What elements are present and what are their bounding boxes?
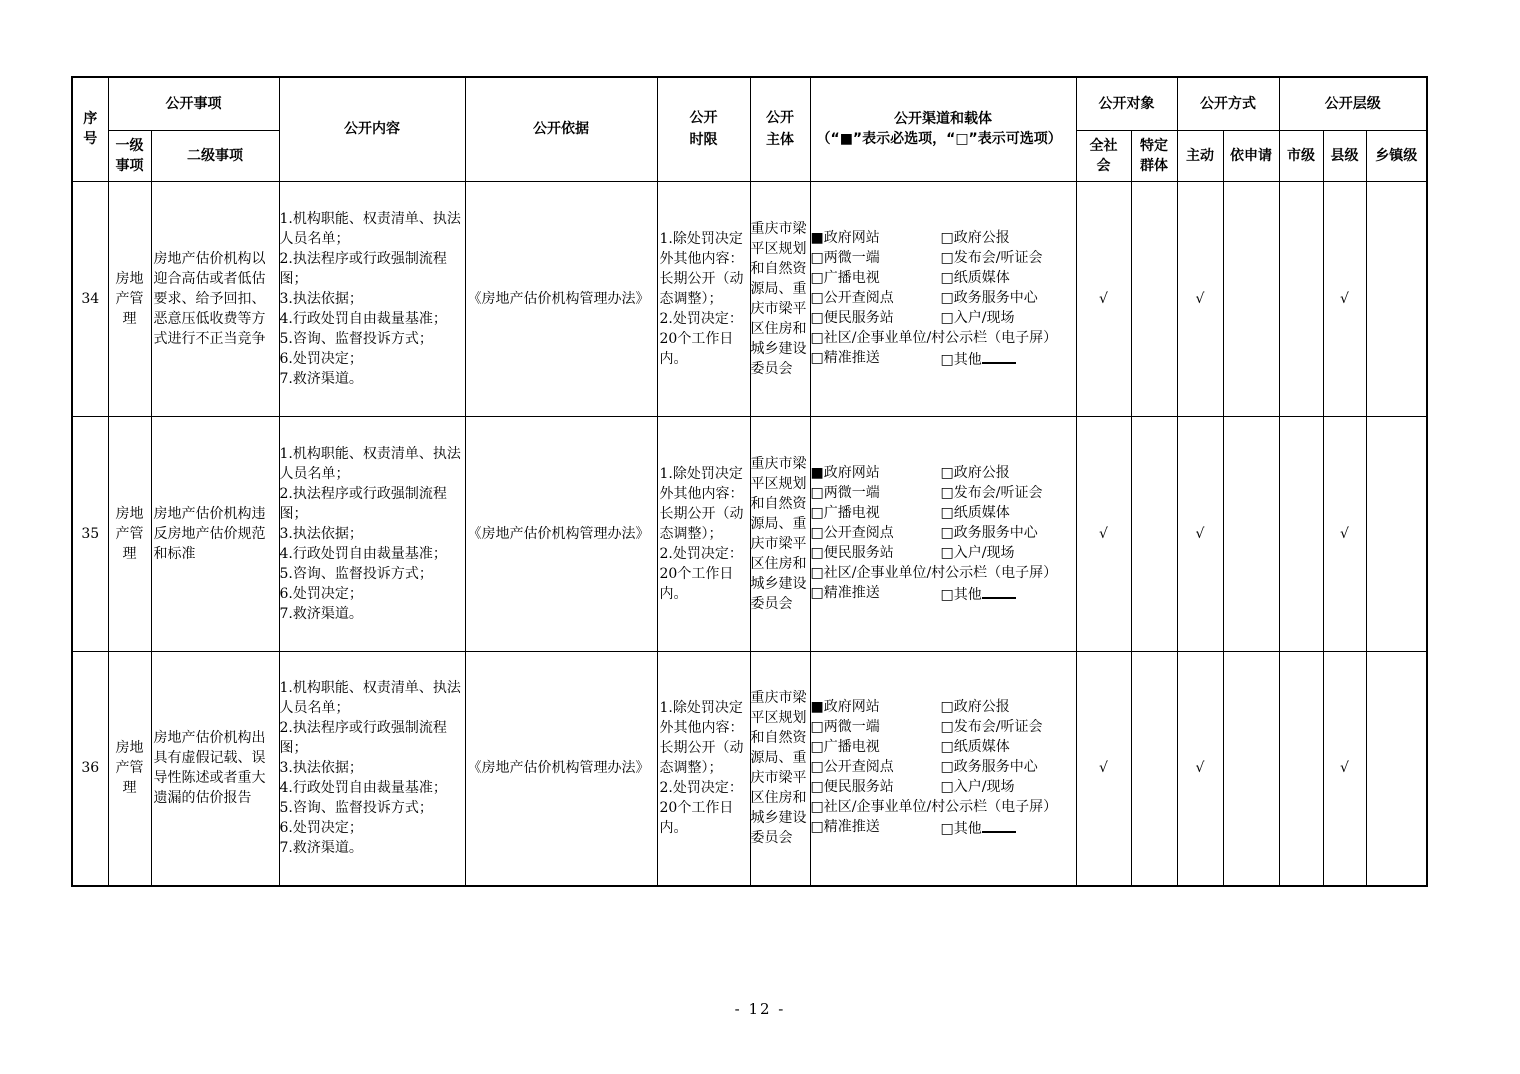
channel-two-micro: □两微一端 (810, 249, 880, 266)
content-line: 2.执法程序或行政强制流程图； (279, 250, 447, 287)
header-audience-all: 全社会 (1076, 130, 1131, 181)
header-method: 公开方式 (1177, 77, 1279, 130)
content-line: 5.咨询、监督投诉方式； (279, 330, 433, 347)
cell-level-county: √ (1323, 416, 1366, 651)
cell-content (279, 181, 465, 416)
header-method-active: 主动 (1177, 130, 1223, 181)
channel-household: □入户/现场 (940, 309, 1015, 326)
cell-seq: 35 (72, 416, 108, 651)
content-line: 5.咨询、监督投诉方式； (279, 800, 433, 817)
cell-basis: 《房地产估价机构管理办法》 (465, 416, 657, 651)
channel-precise-push: □精准推送 (810, 584, 880, 601)
cell-subject: 重庆市梁平区规划和自然资源局、重庆市梁平区住房和城乡建设委员会 (750, 416, 810, 651)
cell-audience-specific (1131, 181, 1177, 416)
channel-gov-gazette: □政府公报 (940, 464, 1010, 481)
header-level2: 二级事项 (151, 130, 279, 181)
cell-level1: 房地产管理 (108, 181, 151, 416)
channel-precise-push: □精准推送 (810, 819, 880, 836)
cell-audience-specific (1131, 416, 1177, 651)
content-line: 2.执法程序或行政强制流程图； (279, 485, 447, 522)
cell-content (279, 651, 465, 886)
header-content: 公开内容 (279, 77, 465, 181)
channel-household: □入户/现场 (940, 779, 1015, 796)
channel-gov-gazette: □政府公报 (940, 229, 1010, 246)
channel-community-board: □社区/企事业单位/村公示栏（电子屏） (810, 564, 1058, 581)
channel-service-center: □政务服务中心 (940, 289, 1038, 306)
cell-subject: 重庆市梁平区规划和自然资源局、重庆市梁平区住房和城乡建设委员会 (750, 181, 810, 416)
channel-community-board: □社区/企事业单位/村公示栏（电子屏） (810, 799, 1058, 816)
channel-other: □其他 (941, 348, 1076, 370)
header-subject: 公开主体 (750, 77, 810, 181)
channel-print-media: □纸质媒体 (940, 739, 1010, 756)
cell-seq: 34 (72, 181, 108, 416)
channel-broadcast-tv: □广播电视 (810, 504, 880, 521)
channel-gov-website: ■政府网站 (810, 464, 880, 481)
content-line: 3.执法依据； (279, 290, 363, 307)
cell-deadline (657, 181, 750, 416)
channel-public-reading: □公开查阅点 (810, 289, 894, 306)
content-line: 3.执法依据； (279, 525, 363, 542)
content-line: 4.行政处罚自由裁量基准； (279, 780, 447, 797)
channels-note: （“■”表示必选项，“□”表示可选项） (816, 131, 1062, 148)
channel-gov-website: ■政府网站 (810, 229, 880, 246)
header-level1: 一级事项 (108, 130, 151, 181)
channel-public-reading: □公开查阅点 (810, 524, 894, 541)
cell-level-county: √ (1323, 651, 1366, 886)
cell-audience-specific (1131, 651, 1177, 886)
channels-title: 公开渠道和载体 (894, 111, 992, 128)
content-line: 3.执法依据； (279, 760, 363, 777)
deadline-line: 2.处罚决定：20个工作日内。 (659, 780, 743, 837)
channel-public-reading: □公开查阅点 (810, 759, 894, 776)
content-line: 7.救济渠道。 (279, 605, 363, 622)
header-level-city: 市级 (1279, 130, 1323, 181)
cell-level-city (1279, 181, 1323, 416)
content-line: 1.机构职能、权责清单、执法人员名单； (279, 445, 461, 482)
cell-level-county: √ (1323, 181, 1366, 416)
content-line: 7.救济渠道。 (279, 370, 363, 387)
channel-service-station: □便民服务站 (810, 544, 894, 561)
channel-service-station: □便民服务站 (810, 309, 894, 326)
blank-line (982, 817, 1016, 833)
cell-audience-all: √ (1076, 416, 1131, 651)
cell-audience-all: √ (1076, 651, 1131, 886)
cell-content (279, 416, 465, 651)
cell-channels (810, 416, 1076, 651)
channel-other: □其他 (941, 817, 1076, 839)
channel-community-board: □社区/企事业单位/村公示栏（电子屏） (810, 329, 1058, 346)
cell-level-town (1366, 181, 1427, 416)
channel-broadcast-tv: □广播电视 (810, 269, 880, 286)
header-seq: 序号 (72, 77, 108, 181)
deadline-line: 1.除处罚决定外其他内容：长期公开（动态调整）； (659, 465, 744, 542)
cell-basis: 《房地产估价机构管理办法》 (465, 181, 657, 416)
header-audience-specific: 特定群体 (1131, 130, 1177, 181)
channel-two-micro: □两微一端 (810, 719, 880, 736)
channel-other: □其他 (941, 583, 1076, 605)
content-line: 5.咨询、监督投诉方式； (279, 565, 433, 582)
cell-level2: 房地产估价机构违反房地产估价规范和标准 (151, 416, 279, 651)
header-level-county: 县级 (1323, 130, 1366, 181)
deadline-line: 2.处罚决定：20个工作日内。 (659, 310, 743, 367)
channel-press-hearing: □发布会/听证会 (940, 719, 1043, 736)
cell-method-active: √ (1177, 181, 1223, 416)
channel-service-center: □政务服务中心 (940, 759, 1038, 776)
disclosure-table (71, 76, 1428, 887)
table-row (72, 181, 1427, 416)
cell-channels (810, 651, 1076, 886)
cell-deadline (657, 416, 750, 651)
header-level: 公开层级 (1279, 77, 1427, 130)
cell-level1: 房地产管理 (108, 651, 151, 886)
content-line: 4.行政处罚自由裁量基准； (279, 310, 447, 327)
deadline-line: 1.除处罚决定外其他内容：长期公开（动态调整）； (659, 230, 744, 307)
header-level-town: 乡镇级 (1366, 130, 1427, 181)
channel-gov-gazette: □政府公报 (940, 699, 1010, 716)
cell-method-active: √ (1177, 651, 1223, 886)
blank-line (982, 583, 1016, 599)
cell-level-town (1366, 416, 1427, 651)
channel-gov-website: ■政府网站 (810, 699, 880, 716)
cell-level-town (1366, 651, 1427, 886)
table-row (72, 651, 1427, 886)
cell-method-request (1223, 416, 1279, 651)
cell-level1: 房地产管理 (108, 416, 151, 651)
cell-deadline (657, 651, 750, 886)
cell-method-active: √ (1177, 416, 1223, 651)
deadline-line: 2.处罚决定：20个工作日内。 (659, 545, 743, 602)
channel-service-center: □政务服务中心 (940, 524, 1038, 541)
cell-method-request (1223, 651, 1279, 886)
cell-level-city (1279, 416, 1323, 651)
cell-method-request (1223, 181, 1279, 416)
blank-line (982, 348, 1016, 364)
cell-level2: 房地产估价机构以迎合高估或者低估要求、给予回扣、恶意压低收费等方式进行不正当竞争 (151, 181, 279, 416)
table-body (72, 181, 1427, 886)
content-line: 2.执法程序或行政强制流程图； (279, 720, 447, 757)
deadline-line: 1.除处罚决定外其他内容：长期公开（动态调整）； (659, 700, 744, 777)
channel-two-micro: □两微一端 (810, 484, 880, 501)
header-items: 公开事项 (108, 77, 279, 130)
header-deadline: 公开时限 (657, 77, 750, 181)
cell-seq: 36 (72, 651, 108, 886)
cell-basis: 《房地产估价机构管理办法》 (465, 651, 657, 886)
cell-subject: 重庆市梁平区规划和自然资源局、重庆市梁平区住房和城乡建设委员会 (750, 651, 810, 886)
channel-print-media: □纸质媒体 (940, 269, 1010, 286)
page-number: - 12 - (734, 1000, 786, 1018)
cell-channels (810, 181, 1076, 416)
channel-press-hearing: □发布会/听证会 (940, 484, 1043, 501)
channel-household: □入户/现场 (940, 544, 1015, 561)
content-line: 1.机构职能、权责清单、执法人员名单； (279, 210, 461, 247)
channel-print-media: □纸质媒体 (940, 504, 1010, 521)
content-line: 7.救济渠道。 (279, 840, 363, 857)
channel-service-station: □便民服务站 (810, 779, 894, 796)
header-basis: 公开依据 (465, 77, 657, 181)
channel-press-hearing: □发布会/听证会 (940, 249, 1043, 266)
content-line: 6.处罚决定； (279, 820, 363, 837)
content-line: 6.处罚决定； (279, 350, 363, 367)
header-channels (810, 77, 1076, 181)
header-method-request: 依申请 (1223, 130, 1279, 181)
cell-level-city (1279, 651, 1323, 886)
content-line: 4.行政处罚自由裁量基准； (279, 545, 447, 562)
table-row (72, 416, 1427, 651)
content-line: 1.机构职能、权责清单、执法人员名单； (279, 680, 461, 717)
channel-broadcast-tv: □广播电视 (810, 739, 880, 756)
content-line: 6.处罚决定； (279, 585, 363, 602)
channel-precise-push: □精准推送 (810, 349, 880, 366)
cell-level2: 房地产估价机构出具有虚假记载、误导性陈述或者重大遗漏的估价报告 (151, 651, 279, 886)
header-audience: 公开对象 (1076, 77, 1177, 130)
cell-audience-all: √ (1076, 181, 1131, 416)
